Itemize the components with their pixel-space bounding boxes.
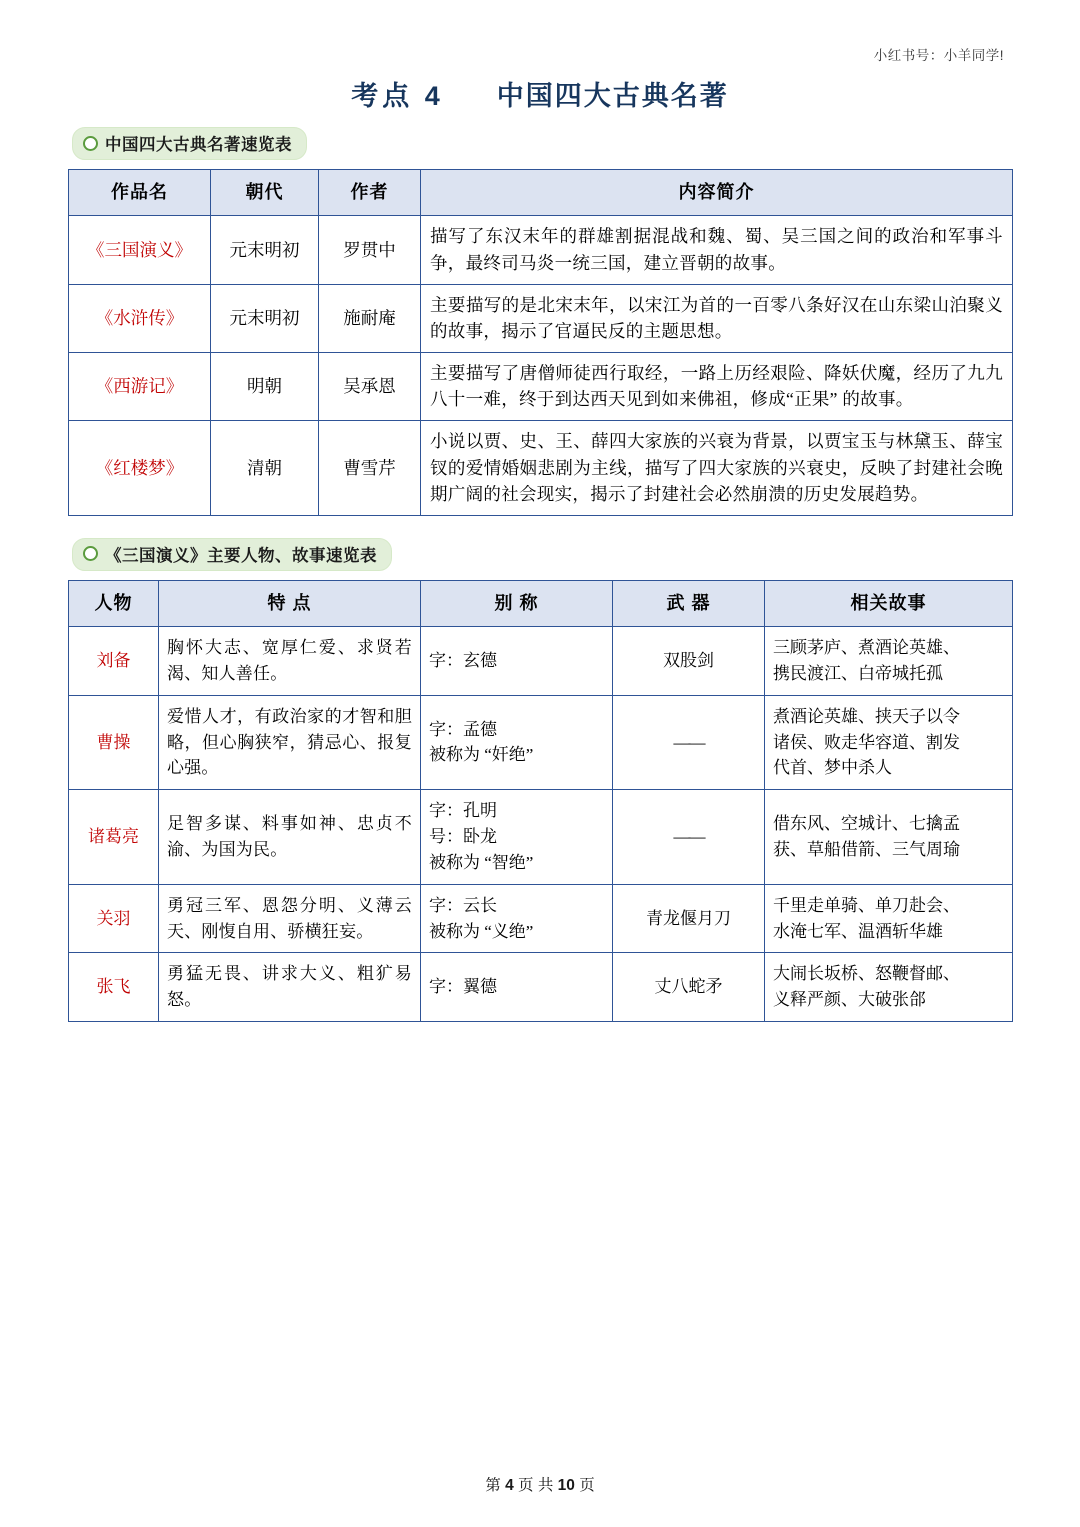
column-header-summary: 内容简介 bbox=[421, 170, 1013, 216]
table-row bbox=[69, 884, 1013, 953]
footer-prefix: 第 bbox=[485, 1477, 501, 1494]
cell-summary: 主要描写的是北宋末年，以宋江为首的一百零八条好汉在山东梁山泊聚义的故事，揭示了官逼民反的主题思想。 bbox=[421, 284, 1013, 352]
table-header-row bbox=[69, 170, 1013, 216]
alias-line: 字：孟德 bbox=[429, 719, 497, 739]
page-title-prefix: 考点 4 bbox=[351, 81, 444, 111]
cell-stories bbox=[765, 695, 1013, 789]
cell-alias bbox=[421, 790, 613, 884]
cell-author: 罗贯中 bbox=[319, 216, 421, 284]
page-title bbox=[68, 74, 1012, 113]
section-heading-1 bbox=[72, 127, 1012, 160]
cell-author: 施耐庵 bbox=[319, 284, 421, 352]
section-label-2: 《三国演义》主要人物、故事速览表 bbox=[105, 546, 377, 565]
cell-summary: 小说以贾、史、王、薛四大家族的兴衰为背景，以贾宝玉与林黛玉、薛宝钗的爱情婚姻悲剧为主线，描写了四大家族的兴衰史，反映了封建社会晚期广阔的社会现实，揭示了封建社会必然崩溃的历史发展趋势。 bbox=[421, 420, 1013, 515]
footer-middle: 页 共 bbox=[518, 1477, 554, 1494]
cell-dynasty: 元末明初 bbox=[211, 284, 319, 352]
table-row bbox=[69, 695, 1013, 789]
alias-line: 号：卧龙 bbox=[429, 827, 497, 847]
cell-alias bbox=[421, 627, 613, 696]
page-footer bbox=[0, 1473, 1080, 1495]
alias-line: 字：云长 bbox=[429, 895, 497, 915]
cell-dynasty: 元末明初 bbox=[211, 216, 319, 284]
story-line: 义释严颜、大破张郃 bbox=[773, 990, 926, 1010]
column-header-stories: 相关故事 bbox=[765, 580, 1013, 626]
cell-weapon: 丈八蛇矛 bbox=[613, 953, 765, 1022]
column-header-weapon: 武 器 bbox=[613, 580, 765, 626]
cell-weapon: 青龙偃月刀 bbox=[613, 884, 765, 953]
table-row bbox=[69, 216, 1013, 284]
cell-character: 曹操 bbox=[69, 695, 159, 789]
cell-stories bbox=[765, 627, 1013, 696]
cell-work: 《西游记》 bbox=[69, 352, 211, 420]
footer-page-number: 4 bbox=[505, 1477, 514, 1494]
story-line: 煮酒论英雄、挟天子以令 bbox=[773, 706, 960, 726]
story-line: 借东风、空城计、七擒孟 bbox=[773, 814, 960, 834]
cell-alias bbox=[421, 695, 613, 789]
table-row bbox=[69, 627, 1013, 696]
story-line: 大闹长坂桥、怒鞭督邮、 bbox=[773, 964, 960, 984]
cell-work: 《三国演义》 bbox=[69, 216, 211, 284]
footer-total-pages: 10 bbox=[557, 1477, 575, 1494]
section-heading-2 bbox=[72, 538, 1012, 571]
cell-author: 曹雪芹 bbox=[319, 420, 421, 515]
section-label-1: 中国四大古典名著速览表 bbox=[105, 136, 292, 154]
cell-stories bbox=[765, 884, 1013, 953]
cell-character: 刘备 bbox=[69, 627, 159, 696]
alias-line: 被称为 “奸绝” bbox=[429, 745, 534, 765]
column-header-work: 作品名 bbox=[69, 170, 211, 216]
cell-work: 《水浒传》 bbox=[69, 284, 211, 352]
story-line: 三顾茅庐、煮酒论英雄、 bbox=[773, 638, 960, 658]
cell-weapon: —— bbox=[613, 695, 765, 789]
story-line: 代首、梦中杀人 bbox=[773, 758, 892, 778]
cell-dynasty: 清朝 bbox=[211, 420, 319, 515]
cell-summary: 主要描写了唐僧师徒西行取经，一路上历经艰险、降妖伏魔，经历了九九八十一难，终于到达西天见到如来佛祖，修成“正果” 的故事。 bbox=[421, 352, 1013, 420]
column-header-author: 作者 bbox=[319, 170, 421, 216]
story-line: 携民渡江、白帝城托孤 bbox=[773, 663, 943, 683]
table-row bbox=[69, 790, 1013, 884]
cell-traits: 勇猛无畏、讲求大义、粗犷易怒。 bbox=[159, 953, 421, 1022]
bullet-icon bbox=[83, 136, 98, 151]
cell-work: 《红楼梦》 bbox=[69, 420, 211, 515]
cell-traits: 胸怀大志、宽厚仁爱、求贤若渴、知人善任。 bbox=[159, 627, 421, 696]
table-row bbox=[69, 284, 1013, 352]
bullet-icon bbox=[83, 546, 98, 561]
table-sanguo-characters bbox=[68, 580, 1013, 1022]
alias-line: 被称为 “智绝” bbox=[429, 852, 534, 872]
cell-character: 张飞 bbox=[69, 953, 159, 1022]
cell-alias bbox=[421, 884, 613, 953]
alias-line: 字：玄德 bbox=[429, 650, 497, 670]
table-header-row bbox=[69, 580, 1013, 626]
alias-line: 字：孔明 bbox=[429, 801, 497, 821]
table-row bbox=[69, 420, 1013, 515]
column-header-traits: 特 点 bbox=[159, 580, 421, 626]
table-row bbox=[69, 352, 1013, 420]
cell-summary: 描写了东汉末年的群雄割据混战和魏、蜀、吴三国之间的政治和军事斗争，最终司马炎一统三国，建立晋朝的故事。 bbox=[421, 216, 1013, 284]
page-title-main: 中国四大古典名著 bbox=[496, 81, 729, 111]
story-line: 诸侯、败走华容道、割发 bbox=[773, 732, 960, 752]
cell-traits: 勇冠三军、恩怨分明、义薄云天、刚愎自用、骄横狂妄。 bbox=[159, 884, 421, 953]
alias-line: 字：翼德 bbox=[429, 977, 497, 997]
cell-traits: 足智多谋、料事如神、忠贞不渝、为国为民。 bbox=[159, 790, 421, 884]
section-pill-1 bbox=[72, 127, 307, 160]
column-header-dynasty: 朝代 bbox=[211, 170, 319, 216]
watermark-text: 小红书号：小羊同学! bbox=[873, 48, 1004, 63]
section-pill-2 bbox=[72, 538, 392, 571]
cell-character: 关羽 bbox=[69, 884, 159, 953]
cell-alias bbox=[421, 953, 613, 1022]
cell-weapon: —— bbox=[613, 790, 765, 884]
story-line: 千里走单骑、单刀赴会、 bbox=[773, 895, 960, 915]
cell-traits: 爱惜人才，有政治家的才智和胆略，但心胸狭窄，猜忌心、报复心强。 bbox=[159, 695, 421, 789]
column-header-character: 人物 bbox=[69, 580, 159, 626]
cell-character: 诸葛亮 bbox=[69, 790, 159, 884]
column-header-alias: 别 称 bbox=[421, 580, 613, 626]
alias-line: 被称为 “义绝” bbox=[429, 921, 534, 941]
cell-author: 吴承恩 bbox=[319, 352, 421, 420]
story-line: 水淹七军、温酒斩华雄 bbox=[773, 921, 943, 941]
cell-dynasty: 明朝 bbox=[211, 352, 319, 420]
table-row bbox=[69, 953, 1013, 1022]
story-line: 获、草船借箭、三气周瑜 bbox=[773, 839, 960, 859]
footer-suffix: 页 bbox=[579, 1477, 595, 1494]
cell-stories bbox=[765, 953, 1013, 1022]
cell-weapon: 双股剑 bbox=[613, 627, 765, 696]
cell-stories bbox=[765, 790, 1013, 884]
table-four-classics bbox=[68, 169, 1013, 516]
